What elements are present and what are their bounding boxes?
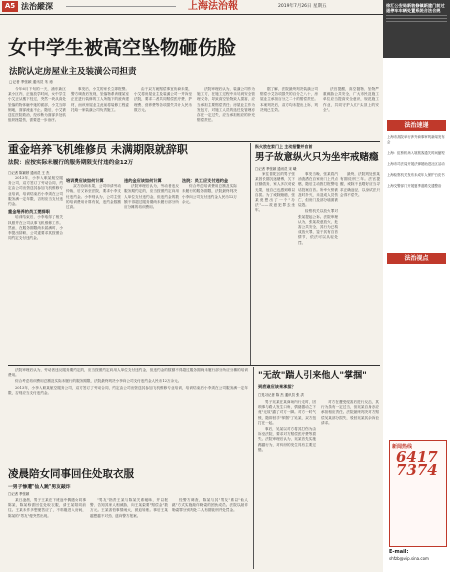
masthead-staff-line xyxy=(66,3,176,10)
page-number-badge: A5 xyxy=(2,1,18,12)
story2-subheadline: 法院：应按实际未履行的服务期限支付违约金12万 xyxy=(8,160,134,166)
paragraph: 综合考虑培训费用总额及实际未履行的服务期限，法院最终判决小李向公司支付违约金人民币12万余元。 xyxy=(182,184,237,204)
lead-body-col1 xyxy=(8,87,66,139)
paragraph: 2013年，小李入职某航空服务公司，双方签订了劳动合同，约定由公司出资送其参加飞机维修专业培训，培训结束后小李须在公司服务满一定年限，否则应当支付违约金。 xyxy=(8,176,63,207)
story2-byline: □记者 陈颖婷 通讯员 王 杰 xyxy=(8,171,50,175)
story4-col3 xyxy=(172,498,248,568)
lead-byline: □记者 季张颖 通讯员 朱 甫 xyxy=(9,80,53,84)
paragraph: 综合考虑培训费用总额及实际未履行的服务期限，法院最终判决小李向公司支付违约金人民币12万余元。 xyxy=(15,379,182,384)
paragraph: 最终，法院判处张某有期徒刑三年。法官提醒，戒除不良嗜好应当寻求正确途径，以身试法只会得不偿失。 xyxy=(340,172,380,197)
list-item: 上海市高院举行涉外商事审判新闻发布会 xyxy=(387,135,445,144)
story4-byline: □记者 季张颖 xyxy=(8,492,30,496)
lead-body-col2 xyxy=(71,87,129,139)
sidebar-section2-heading: 法治视点 xyxy=(387,253,446,264)
email-value: shfzb@vip.sina.com xyxy=(389,556,429,561)
story5-col1 xyxy=(258,400,316,568)
story4-headline: 凌晨陪女同事回住处取衣服 xyxy=(8,468,134,480)
paragraph: 家住普陀区的男子张某因长期沉迷赌博，欠下巨额债务，家人多次劝说无果，他自己也感到难以自拔。为了戒除赌瘾，张某竟想出了一个"办法"——故意犯罪去坐牢。 xyxy=(255,172,295,213)
story3-col3 xyxy=(340,172,380,362)
paragraph: 事发当晚，张某将汽油泼洒在自家房门上并点燃，随后主动拨打报警电话投案自首。所幸火势被及时扑灭，未造成人员伤亡，但房门及部分墙面被烧毁。 xyxy=(298,172,338,208)
story2-subhead-4: 法院：员工应支付违约金 xyxy=(182,178,229,183)
hotline-box xyxy=(389,440,447,547)
section-name: 法治縱深 xyxy=(21,2,53,11)
paragraph: 法官提醒，高空抛物、坠物严重威胁公共安全，广大市民及施工单位应当提高安全意识，规范施工作业，共同守护人们"头顶上的安全"。 xyxy=(323,87,379,112)
story2-subhead-3: 违约金应该如何计算 xyxy=(124,178,162,183)
story4-subheadline: 一男子惨遭"仙人跳"男友敲诈 xyxy=(8,485,71,490)
paragraph: 经警方调查，陈某与其"男友"系以"仙人跳"方式实施敲诈勒索的团伙成员。法院以敲诈勒索罪分别判处二人有期徒刑并处罚金。 xyxy=(172,498,248,513)
sidebar-news-heading: 法治速递 xyxy=(387,120,446,131)
paragraph: 法院审理后认为，劳动者违反服务期约定的，应当按照约定向用人单位支付违约金，但违约金的数额不得超过服务期尚未履行部分所应分摊的培训费用。 xyxy=(124,184,179,210)
right-sidebar xyxy=(383,0,450,572)
paragraph: "男友"指责王某与陈某关系暧昧，并以报警、告知其家人相威胁，向王某索要"赔偿金"数万元。王某害怕事情闹大，被迫转账。事后王某越想越不对劲，遂向警方报案。 xyxy=(90,498,168,518)
story2-subhead-2: 培训费应该如何计算 xyxy=(66,178,104,183)
lead-body-col3 xyxy=(134,87,192,139)
story5-col2 xyxy=(321,400,379,568)
story2-headline: 重金培养飞机维修员 未满期限就辞职 xyxy=(8,143,188,156)
list-item: 上海检察机关发布未成年人保护白皮书 xyxy=(387,173,445,177)
paragraph: 今年6月下旬的一天，浦东新区某小区内，正值放学时间，女中学生小艾正从楼下经过，突然一块从高处坠落的物体砸中她的面部，小艾当即倒地，面部流血不止。随后，小艾被送往医院救治，经诊断为面部多处软组织挫裂伤，需要进一步治疗。 xyxy=(8,87,66,123)
divider xyxy=(8,365,380,366)
paragraph: 2013年，小李入职某航空服务公司，双方签订了劳动合同，约定由公司出资送其参加飞机维修专业培训，培训结束后小李须在公司服务满一定年限，否则应当支付违约金。 xyxy=(8,385,248,395)
date-line: 2019年7月26日 星期五 xyxy=(278,4,327,9)
newspaper-logo: 上海法治報 xyxy=(188,1,238,12)
paragraph: 双方协商未果，公司申请劳动仲裁，后又诉至法院，要求小李支付违约金。小李则认为，公司主张的培训费用计算有误，违约金数额过高。 xyxy=(66,184,121,210)
story5-headline: "无故"踹人引来他人"掌掴" xyxy=(258,371,367,381)
lead-body-col4 xyxy=(197,87,255,139)
lead-headline: 女中学生被高空坠物砸伤脸 xyxy=(8,37,237,59)
story5-byline: □见习记者 陈 杰 通讯员 张 洪 xyxy=(258,393,304,397)
lead-body-col6 xyxy=(323,87,379,139)
story2-col1 xyxy=(8,176,63,361)
paragraph: 培训结束后，小李取得了相关执照并在公司从事飞机维修工作。然而，在服务期限尚未届满时，小李提出辞职，公司遂要求其按照合同约定支付违约金。 xyxy=(8,215,63,241)
story3-byline: □记者 季张颖 通讯员 宋 曦 xyxy=(255,167,297,171)
story3-kicker: 纵火放在家门上 主动报警并自首 xyxy=(255,144,313,149)
paragraph: 事发后，小艾的家长立即报警。警方调查后发现，坠落物系该楼某室正在进行装修的工人所抛下的废弃建材，而该房屋业主此前将装修工程委托给一家装潢公司负责施工。 xyxy=(71,87,129,112)
paragraph: 男子吴某在某商场内行走时，因琐事与路人发生口角，情绪激动之下竟"无故"踹了对方一脚。对方一时气愤，随即回手"掌掴"了吴某，双方扭打在一起。 xyxy=(258,400,316,425)
story2-col2 xyxy=(66,176,121,361)
paragraph: 由于双方就赔偿事宜协商未果，小艾将房屋业主及装潢公司一并诉至法院，要求二者共同赔偿医疗费、护理费、营养费等各项损失共计人民币数万元。 xyxy=(134,87,192,112)
paragraph: 据了解，法院最终判决装潢公司赔偿小艾各项损失的百分之八十，房屋业主承担百分之二十的赔偿责任。本案判决后，双方均未提出上诉，判决现已生效。 xyxy=(260,87,318,112)
paragraph: 对方在遭受侵害后进行反击，其行为虽有一定过当，但吴某自身亦应承担相应责任。法院最终判决对方赔偿吴某部分损失，驳回吴某其余诉讼请求。 xyxy=(321,400,379,425)
hotline-number: 64177374 xyxy=(396,448,438,479)
list-item: 上海市司法局开展法律援助进社区活动 xyxy=(387,162,445,166)
story4-col2 xyxy=(90,498,168,568)
sidebar-top-notice xyxy=(383,0,450,58)
sidebar-top-title: 徐汇公安局新装修镇新建门前过道停车车辆处置系统合法合规 xyxy=(386,3,445,13)
lead-body-col5 xyxy=(260,87,318,139)
sidebar-news-list xyxy=(387,135,446,189)
vertical-divider xyxy=(250,143,251,365)
story2-subhead-1: 重金培养的员工要辞职 xyxy=(8,209,50,215)
divider xyxy=(8,141,380,142)
paragraph: 检察机关以放火罪对张某提起公诉。法院审理认为，张某故意放火，危害公共安全，其行为已构成放火罪，鉴于其有自首情节，依法可以从轻处罚。 xyxy=(298,209,338,245)
lead-subheadline: 法院认定房屋业主及装潢公司担责 xyxy=(9,67,137,77)
list-item: 上海：虹桥机场入境旅客通关时间缩短 xyxy=(387,151,445,155)
email-label: E-mail: xyxy=(389,549,409,555)
story3-col1 xyxy=(255,172,295,362)
story3-col2 xyxy=(298,172,338,362)
hotline-label: 新闻热线 xyxy=(392,444,413,450)
list-item: 上海交警部门开展夏季道路交通整治 xyxy=(387,184,442,188)
story5-kicker: 到底谁应该来承担？ xyxy=(258,384,296,389)
vertical-divider xyxy=(253,367,254,569)
story3-headline: 男子故意纵火只为坐牢戒赌瘾 xyxy=(255,152,379,163)
story2-continued xyxy=(8,368,248,464)
paragraph: 法院审理后认为，劳动者违反服务期约定的，应当按照约定向用人单位支付违约金，但违约金的数额不得超过服务期尚未履行部分所应分摊的培训费用。 xyxy=(8,368,248,378)
story2-col3 xyxy=(124,176,179,361)
paragraph: 某日凌晨，男子王某在下班途中偶遇女同事陈某，陈某称需回住处取衣服，请王某陪同前往。王某未作多想便答应了，不料刚进入房间，陈某的"男友"便突然出现。 xyxy=(8,498,86,518)
story2-col4 xyxy=(182,176,237,361)
paragraph: 法院审理后认为，装潢公司作为施工方，在施工过程中未尽到安全管理义务，导致高空坠物致人损害，应当承担主要赔偿责任；房屋业主作为发包方，对施工人员的选任及管理亦存在一定过失，应当承担相应的补充赔偿责任。 xyxy=(197,87,255,123)
paragraph: 事后，吴某以对方将其打伤为由诉至法院，要求对方赔偿医疗费等损失。法院审理后认为，吴某首先实施踢踹行为，对纠纷的发生具有主要过错。 xyxy=(258,427,316,452)
story4-col1 xyxy=(8,498,86,568)
